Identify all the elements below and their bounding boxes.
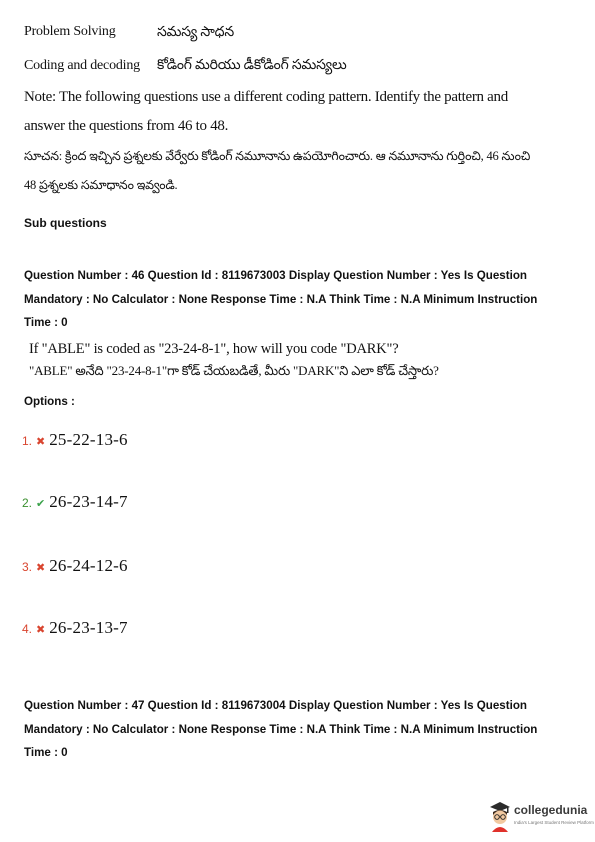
option-3[interactable] — [22, 556, 128, 576]
note-line1-te: సూచన: క్రింద ఇచ్చిన ప్రశ్నలకు వేర్వేరు కోడింగ్ నమూనాను ఉపయోగించారు. ఆ నమూనాను గుర్తించి, 46 నుంచి — [24, 149, 531, 163]
q46-text-en: If "ABLE" is coded as "23-24-8-1", how will you code "DARK"? — [29, 341, 399, 357]
q47-meta-line2: Mandatory : No Calculator : None Response Time : N.A Think Time : N.A Minimum Instruction — [24, 723, 538, 736]
q47-meta-line1: Question Number : 47 Question Id : 8119673004 Display Question Number : Yes Is Question — [24, 699, 527, 712]
note-line2-te: 48 ప్రశ్నలకు సమాధానం ఇవ్వండి. — [24, 178, 178, 192]
option-2-number: 2. — [22, 496, 33, 510]
graduate-mascot-icon — [488, 800, 512, 832]
cross-icon: ✖ — [36, 623, 46, 636]
sub-questions-label: Sub questions — [24, 216, 107, 230]
topic-te: కోడింగ్ మరియు డీకోడింగ్ సమస్యలు — [157, 58, 347, 73]
q46-meta-line3: Time : 0 — [24, 316, 68, 329]
option-4[interactable] — [22, 618, 128, 638]
topic-en: Coding and decoding — [24, 58, 140, 73]
check-icon: ✔ — [36, 497, 46, 510]
option-4-text: 26-23-13-7 — [49, 618, 128, 637]
option-2-text: 26-23-14-7 — [49, 492, 128, 511]
logo-tagline: India's Largest Student Review Platform — [514, 820, 594, 825]
collegedunia-logo — [488, 800, 592, 836]
option-3-text: 26-24-12-6 — [49, 556, 128, 575]
option-1-number: 1. — [22, 434, 33, 448]
note-line2-en: answer the questions from 46 to 48. — [24, 118, 229, 134]
q46-text-te: "ABLE" అనేది "23-24-8-1"గా కోడ్ చేయబడితే, మీరు "DARK"ని ఎలా కోడ్ చేస్తారు? — [29, 363, 439, 378]
subject-en: Problem Solving — [24, 24, 116, 39]
options-label: Options : — [24, 395, 75, 408]
q46-meta-line2: Mandatory : No Calculator : None Response Time : N.A Think Time : N.A Minimum Instruction — [24, 293, 538, 306]
cross-icon: ✖ — [36, 561, 46, 574]
cross-icon: ✖ — [36, 435, 46, 448]
q47-meta-line3: Time : 0 — [24, 746, 68, 759]
note-line1-en: Note: The following questions use a different coding pattern. Identify the pattern and — [24, 89, 508, 105]
logo-name: collegedunia — [514, 803, 588, 817]
option-1[interactable] — [22, 430, 128, 450]
option-1-text: 25-22-13-6 — [49, 430, 128, 449]
q46-meta-line1: Question Number : 46 Question Id : 8119673003 Display Question Number : Yes Is Question — [24, 269, 527, 282]
option-3-number: 3. — [22, 560, 33, 574]
option-4-number: 4. — [22, 622, 33, 636]
option-2[interactable] — [22, 492, 128, 512]
subject-te: సమస్య సాధన — [157, 25, 234, 40]
